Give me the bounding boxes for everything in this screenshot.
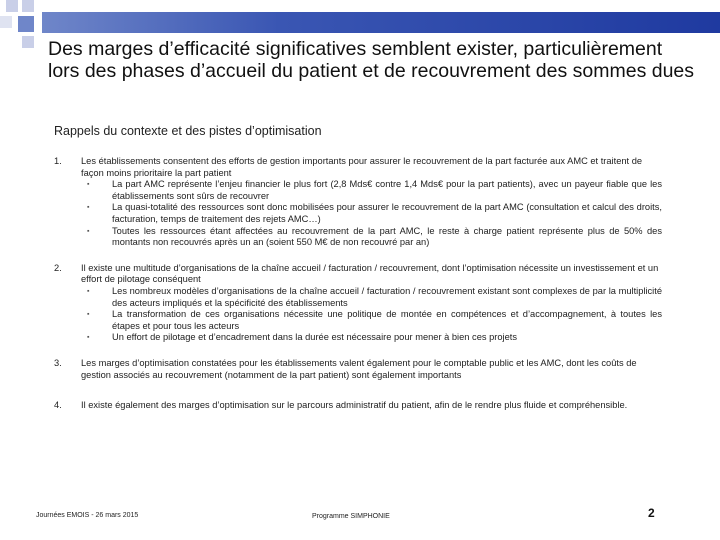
sub-bullet bbox=[54, 309, 662, 332]
list-item bbox=[54, 263, 662, 344]
bullet-text: Les nombreux modèles d’organisations de la chaîne accueil / facturation / recouvrement existant sont complexes de par la multiplicité des acteurs impliqués et la spécificité des établissements bbox=[112, 285, 662, 308]
bullet-text: Un effort de pilotage et d’encadrement dans la durée est nécessaire pour mener à bien ces projets bbox=[112, 332, 518, 343]
item-text: Les marges d’optimisation constatées pour les établissements valent également pour le comptable public et les AMC, dont les coûts de gestion associés au recouvrement (notamment de la part patient) sont également importants bbox=[81, 357, 637, 380]
decor-square bbox=[6, 0, 18, 12]
decor-square bbox=[18, 16, 34, 32]
bullet-text: Toutes les ressources étant affectées au recouvrement de la part AMC, le reste à charge patient représente plus de 50% des montants non recouvrés après un an (soient 550 M€ de non recouvré par an) bbox=[112, 225, 662, 248]
item-number: 3. bbox=[54, 357, 62, 368]
header-bar bbox=[42, 12, 720, 33]
sub-bullet bbox=[54, 286, 662, 309]
item-number: 2. bbox=[54, 262, 62, 273]
decor-square bbox=[0, 16, 12, 28]
bullet-text: La part AMC représente l’enjeu financier le plus fort (2,8 Mds€ contre 1,4 Mds€ pour la part patients), avec un payeur fiable que les établissements sont sûrs de recouvrer bbox=[112, 179, 662, 201]
bullet-marker-icon: ▪ bbox=[87, 334, 90, 342]
decor-square bbox=[22, 36, 34, 48]
bullet-text: La quasi-totalité des ressources sont donc mobilisées pour assurer le recouvrement de la part AMC (consultation et calcul des droits, facturation, temps de traitement des rejets AMC…) bbox=[112, 202, 662, 224]
item-number: 4. bbox=[54, 400, 62, 411]
sub-bullet bbox=[54, 226, 662, 249]
list-item bbox=[54, 400, 662, 412]
bullet-text: La transformation de ces organisations nécessite une politique de montée en compétences et d’accompagnement, à toutes les étapes et pour tous les acteurs bbox=[112, 309, 662, 331]
sub-bullet bbox=[54, 202, 662, 225]
item-text: Il existe une multitude d’organisations de la chaîne accueil / facturation / recouvrement, dont l’optimisation nécessite un investissement et un effort de pilotage conséquent bbox=[81, 262, 659, 285]
bullet-marker-icon: ▪ bbox=[87, 287, 90, 295]
footer-program: Programme SIMPHONIE bbox=[312, 513, 390, 520]
bullet-marker-icon: ▪ bbox=[87, 204, 90, 212]
page-number: 2 bbox=[648, 506, 655, 520]
footer-event: Journées EMOIS - 26 mars 2015 bbox=[36, 512, 139, 519]
list-item bbox=[54, 358, 662, 381]
item-text: Il existe également des marges d’optimisation sur le parcours administratif du patient, afin de le rendre plus fluide et compréhensible. bbox=[81, 400, 628, 411]
bullet-marker-icon: ▪ bbox=[87, 311, 90, 319]
item-number: 1. bbox=[54, 156, 62, 166]
sub-bullet bbox=[54, 179, 662, 202]
slide-subtitle: Rappels du contexte et des pistes d’optimisation bbox=[54, 124, 322, 138]
decor-square bbox=[22, 0, 34, 12]
sub-bullet bbox=[54, 332, 662, 344]
list-item bbox=[54, 156, 662, 249]
numbered-list bbox=[54, 156, 662, 412]
slide-title: Des marges d’efficacité significatives semblent exister, particulièrement lors des phases d’accueil du patient et de recouvrement des sommes dues bbox=[48, 38, 695, 82]
item-text: Les établissements consentent des efforts de gestion importants pour assurer le recouvrement de la part facturée aux AMC et traitent de façon moins prioritaire la part patient bbox=[81, 156, 643, 178]
bullet-marker-icon: ▪ bbox=[87, 227, 90, 235]
bullet-marker-icon: ▪ bbox=[87, 181, 90, 189]
